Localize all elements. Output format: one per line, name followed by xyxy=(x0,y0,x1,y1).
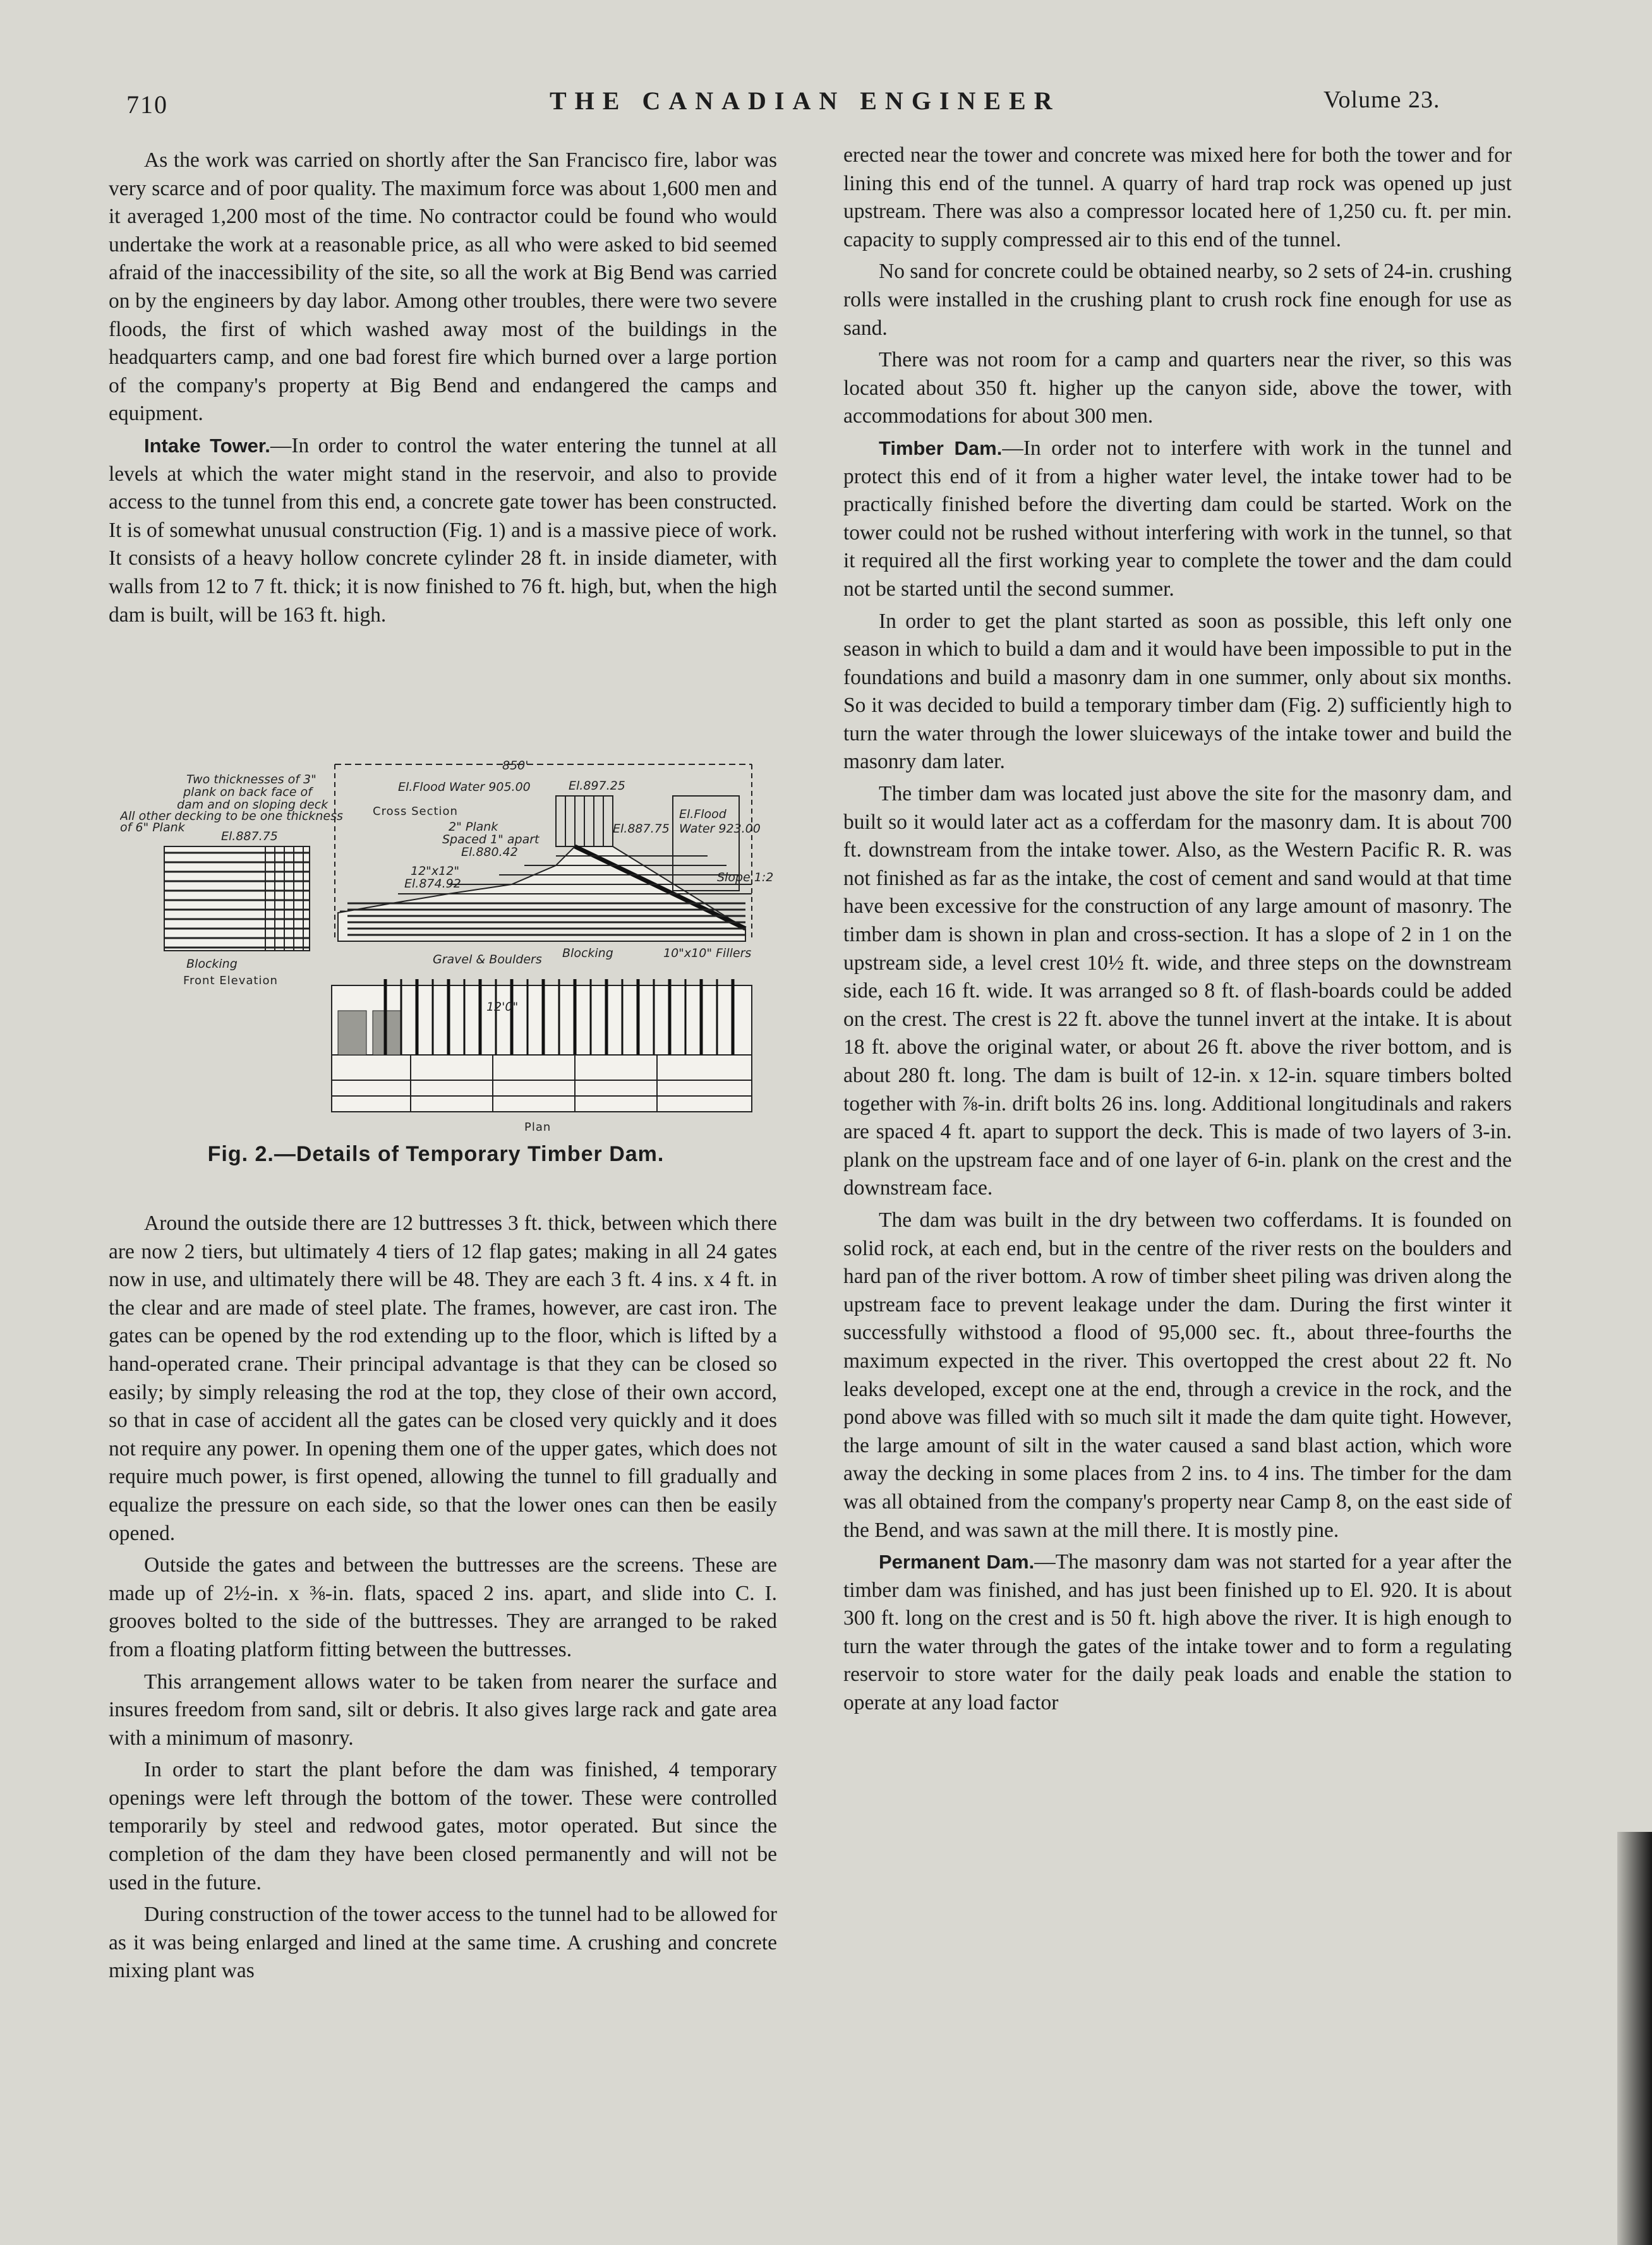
elevation-label: El.887.75 xyxy=(613,822,670,836)
paragraph: The dam was built in the dry between two cofferdams. It is founded on solid rock, at each end, but in the centre of the river rests on the boulders and hard pan of the river bottom. A row of timber sheet piling was driven along the upstream face to prevent leakage under the dam. During the first winter it successfully withstood a flood of 95,000 sec. ft., about three-fourths the maximum expected in the river. This overtopped the crest about 22 ft. No leaks developed, except one at the end, through a crevice in the rock, and the pond above was filled with so much silt it made the dam quite tight. However, the large amount of silt in the water caused a sand blast action, which wore away the decking in some places from 2 ins. to 4 ins. The timber for the dam was all obtained from the company's property near Camp 8, on the east side of the Bend, and was sawn at the mill there. It is mostly pine. xyxy=(843,1208,1512,1542)
paragraph: In order to start the plant before the dam was finished, 4 temporary openings were left through the bottom of the tower. These were controlled temporarily by steel and redwood gates, motor operated. But since the completion of the dam they have been closed permanently and will not be used in the future. xyxy=(109,1758,777,1894)
figure-timber-dam xyxy=(120,752,790,1194)
note-line: All other decking to be one thickness xyxy=(120,809,343,823)
running-head xyxy=(0,82,1652,120)
paragraph: erected near the tower and concrete was mixed here for both the tower and for lining this end of the tunnel. A quarry of hard trap rock was opened up just upstream. There was also a compressor located here of 1,250 cu. ft. per min. capacity to supply compressed air to this end of the tunnel. xyxy=(843,143,1512,251)
note-line: plank on back face of xyxy=(183,785,312,799)
blocking-label: Blocking xyxy=(562,946,613,960)
plank-spacing-label: Spaced 1" apart xyxy=(442,833,540,846)
paragraph: As the work was carried on shortly after the San Francisco fire, labor was very scarce and of poor quality. The maximum force was about 1,600 men and it averaged 1,200 most of the time. No contractor could be found who would undertake the work at a reasonable price, as all who were asked to bid seemed afraid of the inaccessibility of the site, so all the work at Big Bend was carried on by the engineers by day labor. Among other troubles, there were two severe floods, the first of which washed away most of the buildings in the headquarters camp, and one bad forest fire which burned over a large portion of the company's property at Big Bend and endangered the camps and equipment. xyxy=(109,148,777,426)
slope-label: Slope 1:2 xyxy=(717,870,774,884)
plank-label: 2" Plank xyxy=(449,820,498,834)
plan-drawing xyxy=(332,979,752,1112)
paragraph xyxy=(843,435,1512,604)
paragraph: In order to get the plant started as soon as possible, this left only one season in which to build a dam and it would have been impossible to put in the foundations and build a masonry dam in one summer, only about six months. So it was decided to build a temporary timber dam (Fig. 2) sufficiently high to turn the water through the lower sluiceways of the intake tower and build the masonry dam later. xyxy=(843,609,1512,774)
left-column-top xyxy=(109,147,777,633)
note-line: Two thicknesses of 3" xyxy=(186,773,317,786)
paragraph: This arrangement allows water to be taken from nearer the surface and insures freedom from sand, silt or debris. It also gives large rack and gate area with a minimum of masonry. xyxy=(109,1670,777,1750)
elevation-label: El.880.42 xyxy=(461,845,518,859)
note-line: of 6" Plank xyxy=(120,821,185,834)
elevation-label: El.887.75 xyxy=(221,829,278,843)
paragraph-text: —In order to control the water entering the tunnel at all levels at which the water might stand in the reservoir, and also to provide access to the tunnel from this end, a concrete gate tower has been constructed. It is of somewhat unusual construction (Fig. 1) and is a massive piece of work. It consists of a heavy hollow concrete cylinder 28 ft. in inside diameter, with walls from 12 to 7 ft. thick; it is now finished to 76 ft. high, but, when the high dam is built, will be 163 ft. high. xyxy=(109,433,777,627)
paragraph: Around the outside there are 12 buttresses 3 ft. thick, between which there are now 2 tiers, but ultimately 4 tiers of 12 flap gates; making in all 24 gates now in use, and ultimately there will be 48. They are each 3 ft. 4 ins. x 4 ft. in the clear and are made of steel plate. The frames, however, are cast iron. The gates can be opened by the rod extending up to the floor, which is lifted by a hand-operated crane. Their principal advantage is that they can be closed so easily; by simply releasing the rod at the top, they close of their own accord, so that in case of accident all the gates can be closed very quickly and it does not require any power. In opening them one of the upper gates, which does not require much power, is first opened, allowing the tunnel to fill gradually and equalize the pressure on each side, so that the lower ones can then be easily opened. xyxy=(109,1212,777,1545)
paragraph-text: —The masonry dam was not started for a year after the timber dam was finished, and has just been finished up to El. 920. It is about 300 ft. long on the crest and is 50 ft. high above the river. It is high enough to turn the water through the gates of the intake tower and to form a regulating reservoir to store water for the daily peak loads and enable the station to operate at any load factor xyxy=(843,1550,1512,1715)
journal-title: THE CANADIAN ENGINEER xyxy=(550,87,1061,115)
figure-caption: Fig. 2.—Details of Temporary Timber Dam. xyxy=(207,1142,665,1166)
gravel-label: Gravel & Boulders xyxy=(433,953,542,966)
paragraph: Outside the gates and between the buttresses are the screens. These are made up of 2½-in. x ⅜-in. flats, spaced 2 ins. apart, and slide into C. I. grooves bolted to the side of the buttresses. They are arranged to be raked from a floating platform fitting between the buttresses. xyxy=(109,1553,777,1661)
note-line: dam and on sloping deck xyxy=(177,798,329,812)
figure-drawing xyxy=(120,752,790,1137)
volume-label: Volume 23. xyxy=(1323,87,1440,113)
page-number: 710 xyxy=(126,90,168,119)
page-binding-shadow xyxy=(1617,1832,1652,2245)
elevation-label: El.Flood Water 905.00 xyxy=(398,780,531,794)
elevation-label: El.897.25 xyxy=(569,779,625,793)
right-column xyxy=(843,141,1512,1721)
fillers-label: 10"x10" Fillers xyxy=(663,946,752,960)
section-heading: Intake Tower. xyxy=(144,434,270,457)
paragraph: There was not room for a camp and quarters near the river, so this was located about 350 ft. higher up the canyon side, above the tower, with accommodations for about 300 men. xyxy=(843,348,1512,428)
paragraph: The timber dam was located just above the site for the masonry dam, and built so it would later act as a cofferdam for the masonry dam. It is about 700 ft. downstream from the intake tower. Also, as the Western Pacific R. R. was not finished as far as the intake, the cost of cement and sand would at that time have been excessive for the construction of any large amount of masonry. The timber dam is shown in plan and cross-section. It has a slope of 2 in 1 on the upstream side, a level crest 10½ ft. wide, and three steps on the downstream side, each 16 ft. wide. It was arranged so 8 ft. of flash-boards could be added on the crest. The crest is 22 ft. above the tunnel invert at the intake. It is about 18 ft. above the original water, or about 26 ft. above the river bottom, and is about 280 ft. long. The dam is built of 12-in. x 12-in. square timbers bolted together with ⅞-in. drift bolts 26 ins. long. Additional longitudinals and rakers are spaced 4 ft. apart to support the deck. This is made of two layers of 3-in. plank on the upstream face and of one layer of 6-in. plank on the crest and the downstream face. xyxy=(843,782,1512,1200)
paragraph xyxy=(109,432,777,629)
plan-dimension-label: 12'0" xyxy=(486,1000,519,1014)
plan-label: Plan xyxy=(524,1121,552,1134)
front-elevation-label: Front Elevation xyxy=(183,974,278,987)
dim-top-label: 850' xyxy=(502,759,529,773)
paragraph: No sand for concrete could be obtained nearby, so 2 sets of 24-in. crushing rolls were installed in the crushing plant to crush rock fine enough for use as sand. xyxy=(843,260,1512,340)
cross-section-label: Cross Section xyxy=(373,805,458,818)
left-column-bottom xyxy=(109,1210,777,1989)
front-elevation-drawing xyxy=(164,846,310,951)
elevation-label: El.874.92 xyxy=(404,877,461,891)
paragraph: During construction of the tower access to the tunnel had to be allowed for as it was being enlarged and lined at the same time. A crushing and concrete mixing plant was xyxy=(109,1903,777,1983)
elevation-label: Water 923.00 xyxy=(679,822,761,836)
section-heading: Timber Dam. xyxy=(879,436,1003,459)
paragraph-text: —In order not to interfere with work in the tunnel and protect this end of it from a higher water level, the intake tower had to be practically finished before the diverting dam could be started. Work on the tower could not be rushed without interfering with work in the tunnel, so that it required all the first working year to complete the tower and the dam could not be started until the second summer. xyxy=(843,436,1512,601)
blocking-label: Blocking xyxy=(186,957,238,971)
timber-size-label: 12"x12" xyxy=(411,864,460,878)
elevation-label: El.Flood xyxy=(679,807,727,821)
section-heading: Permanent Dam. xyxy=(879,1551,1035,1574)
paragraph xyxy=(843,1548,1512,1718)
